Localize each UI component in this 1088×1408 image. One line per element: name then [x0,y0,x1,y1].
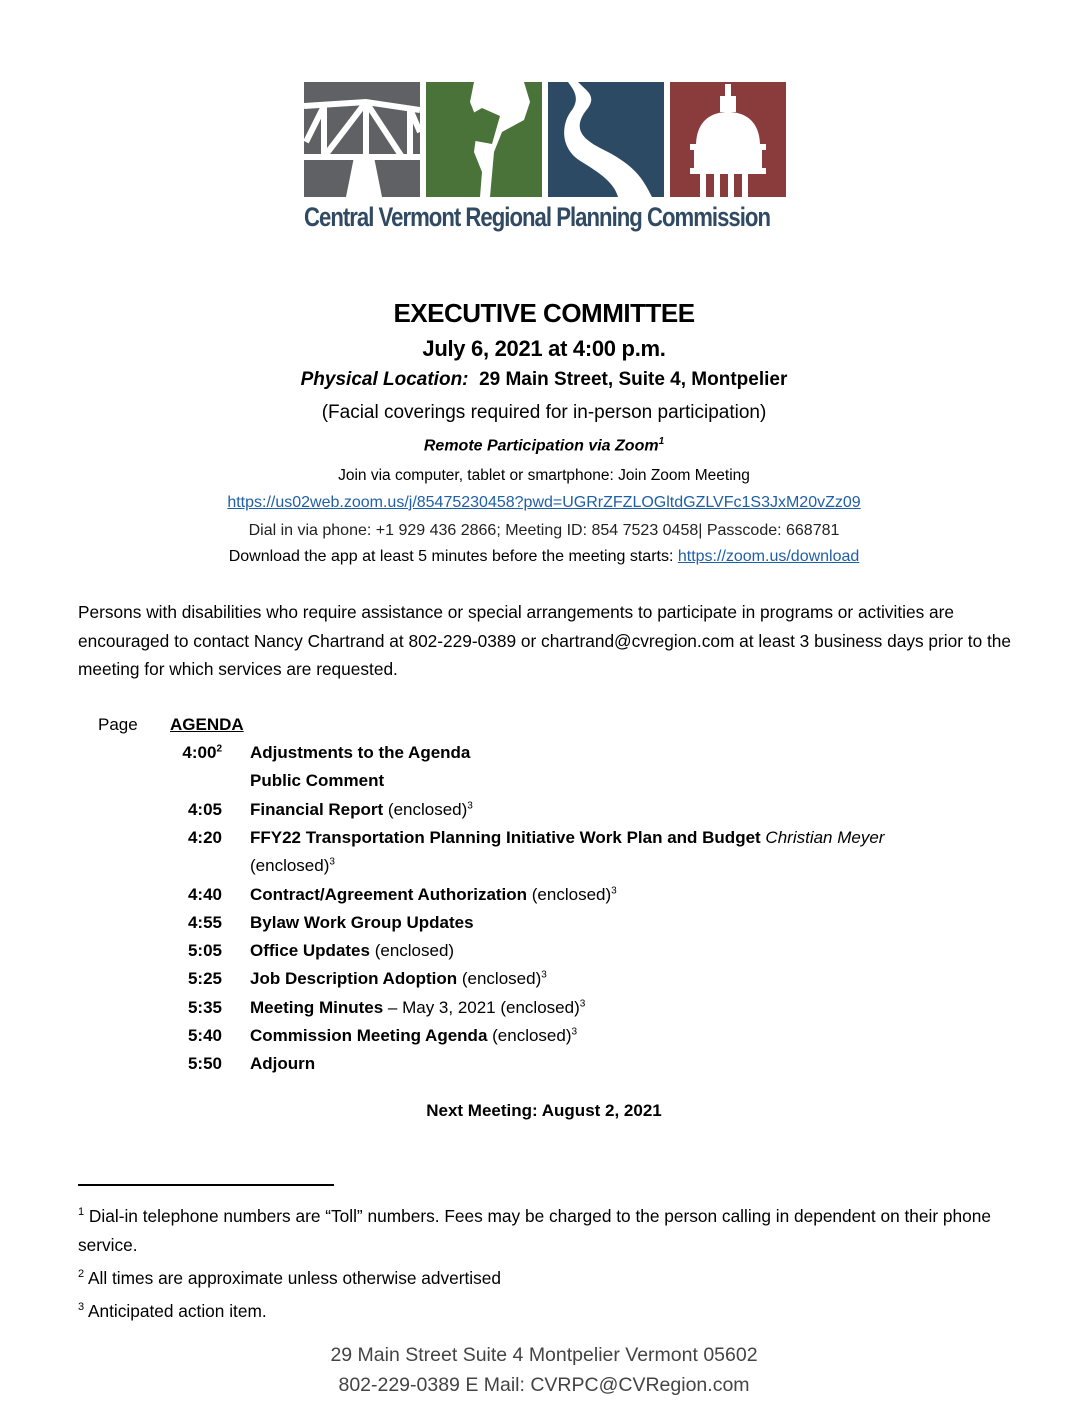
agenda-time [170,998,222,1018]
next-meeting: Next Meeting: August 2, 2021 [426,1101,662,1120]
footnote-ref: 1 [658,436,665,447]
footer-contact: 802-229-0389 E Mail: CVRPC@CVRegion.com [338,1374,750,1396]
agenda-item-title: Adjustments to the Agenda [250,743,471,762]
logo-text: Central Vermont Regional Planning Commission [304,202,771,232]
agenda-item-note: (enclosed) [383,799,468,819]
agenda-item-note: (enclosed) [527,884,612,904]
footnote-number: 1 [78,1206,85,1218]
agenda-item-title: Public Comment [250,771,385,791]
agenda-item-text [250,828,884,848]
agenda-time [170,1054,222,1074]
footnote-ref: 2 [216,743,222,755]
agenda-item-presenter: Christian Meyer [760,827,885,847]
footnote-1 [78,1198,1018,1260]
agenda-time [170,969,222,989]
download-text: Download the app at least 5 minutes before the meeting starts: [228,548,678,565]
footnote-text: All times are approximate unless otherwise advertised [84,1267,501,1288]
agenda-time [170,913,222,933]
bridge-icon [304,82,420,197]
remote-label: Remote Participation via Zoom [423,437,659,455]
agenda-item-note: – May 3, 2021 (enclosed) [383,997,580,1017]
footer-address: 29 Main Street Suite 4 Montpelier Vermont 05602 [330,1344,758,1366]
agenda-item-text [250,743,470,763]
agenda-item-text [250,941,454,961]
footnote-text: Anticipated action item. [84,1300,267,1321]
footnote-ref: 3 [611,884,617,896]
dial-in-info: Dial in via phone: +1 929 436 2866; Meeting ID: 854 7523 0458| Passcode: 668781 [248,522,840,539]
capitol-dome-icon [670,82,786,197]
agenda-item-text [250,1054,315,1074]
agenda-time-value: 4:00 [182,743,217,762]
location-label: Physical Location: [300,369,469,390]
location-value: 29 Main Street, Suite 4, Montpelier [479,369,788,390]
page-column-header: Page [98,715,138,734]
agenda-item-text [250,771,384,791]
agenda-item-text [250,913,474,933]
vermont-map-icon [426,82,542,197]
footnote-number: 2 [78,1267,85,1280]
agenda-time-value: 4:05 [187,799,222,819]
agenda-item-title: Bylaw Work Group Updates [250,912,474,932]
zoom-download-link[interactable]: https://zoom.us/download [677,548,860,565]
agenda-item-note: (enclosed) [369,941,455,961]
footnote-ref: 3 [579,998,586,1010]
agenda-item-title: Financial Report [250,799,384,819]
agenda-time-value: 5:50 [187,1054,222,1074]
footnote-number: 3 [78,1300,85,1313]
agenda-item-title: Job Description Adoption [250,969,458,989]
page-title: EXECUTIVE COMMITTEE [393,298,695,328]
agenda-item-text [250,1026,577,1046]
cvrpc-logo [304,82,786,242]
agenda-heading: AGENDA [170,715,244,734]
facial-coverings-note: (Facial coverings required for in-person participation) [321,402,767,423]
download-instructions [0,548,1088,566]
agenda-item-note: (enclosed) [487,1026,572,1045]
agenda-item-text [250,885,617,905]
agenda-item-text [250,998,585,1018]
agenda-time [170,828,222,848]
agenda-time [170,800,222,820]
footnote-text: Dial-in telephone numbers are “Toll” numbers. Fees may be charged to the person calling in dependent on their phone service. [78,1205,991,1255]
footnotes [78,1198,1018,1325]
footnote-ref: 3 [467,799,473,811]
physical-location [0,369,1088,391]
footnote-ref: 3 [329,856,335,868]
agenda-item-title: Adjourn [250,1054,316,1074]
meeting-datetime: July 6, 2021 at 4:00 p.m. [422,336,666,361]
agenda-time-value: 5:25 [187,969,222,989]
agenda-item-note: (enclosed) [457,969,542,989]
agenda-item-title: Office Updates [250,941,370,961]
agenda-item-title: FFY22 Transportation Planning Initiative Work Plan and Budget [250,827,761,847]
footnote-3 [78,1293,1018,1326]
footnote-divider [78,1184,334,1186]
agenda-item-text [250,969,547,989]
zoom-meeting-link[interactable]: https://us02web.zoom.us/j/85475230458?pwd=UGRrZFZLOGltdGZLVFc1S3JxM20vZz09 [227,494,861,511]
agenda-item-title: Meeting Minutes [250,997,384,1017]
agenda-item-note: (enclosed) [250,856,330,876]
agenda-time-value: 5:35 [187,997,222,1017]
agenda-time [170,941,222,961]
accessibility-notice: Persons with disabilities who require assistance or special arrangements to participate in programs or activities are encouraged to contact Nancy Chartrand at 802-229-0389 or chartrand@cvregion.com at least 3 business days prior to the meeting for which services are requested. [78,602,1012,679]
agenda-item-title: Contract/Agreement Authorization [250,884,528,904]
page-footer [0,1340,1088,1400]
agenda-time-value: 4:55 [187,912,222,932]
remote-participation [0,436,1088,455]
agenda-time-value: 5:40 [187,1026,222,1045]
agenda-time-value: 5:05 [187,941,222,961]
agenda-time [170,885,222,905]
agenda-time-value: 4:40 [187,884,222,904]
footnote-ref: 3 [541,969,547,981]
join-instructions: Join via computer, tablet or smartphone: Join Zoom Meeting [338,467,750,484]
agenda-item-text [250,800,473,820]
footnote-ref: 3 [571,1026,578,1038]
footnote-2 [78,1260,1018,1293]
agenda-time-value: 4:20 [187,827,222,847]
agenda-item-text [250,856,335,876]
agenda-item-title: Commission Meeting Agenda [250,1026,488,1045]
river-icon [548,82,664,197]
agenda-time [170,1026,222,1046]
agenda-time [170,743,222,763]
